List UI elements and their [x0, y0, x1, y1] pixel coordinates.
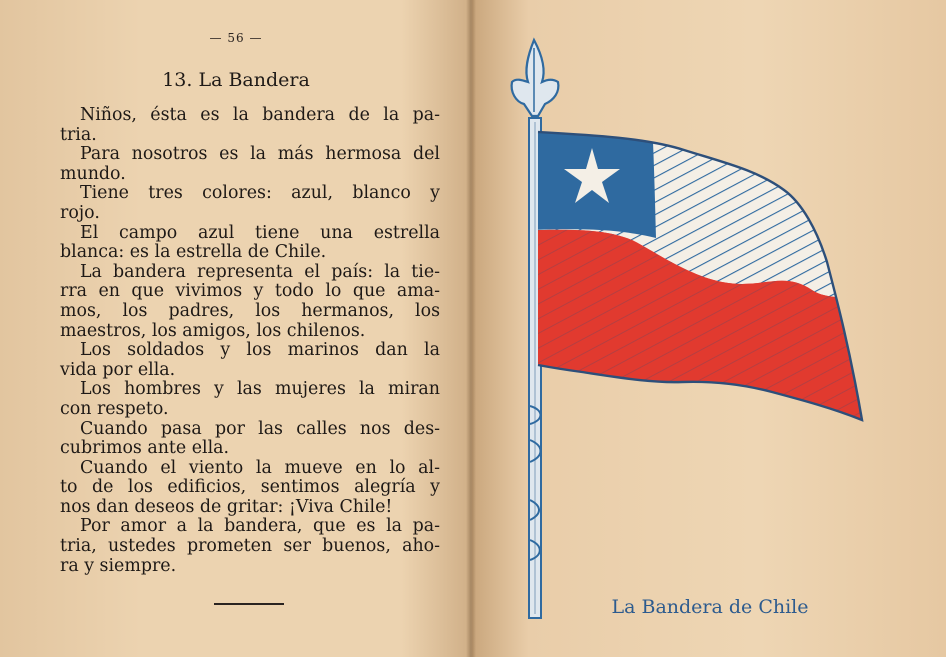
text-line: vida por ella. [60, 359, 176, 380]
text-line: blanca: es la estrella de Chile. [60, 242, 327, 263]
text-line: Para nosotros es la más hermosa del [80, 144, 440, 165]
text-line: to de los edificios, sentimos alegría y [60, 477, 440, 498]
text-line: El campo azul tiene una estrella [80, 222, 440, 243]
text-line: rra en que vivimos y todo lo que ama- [60, 281, 440, 302]
text-line: Niños, ésta es la bandera de la pa- [80, 105, 440, 125]
page-number: — 56 — [209, 31, 263, 45]
text-line: Los hombres y las mujeres la miran [80, 379, 440, 400]
left-page [0, 0, 472, 657]
text-line: Cuando pasa por las calles nos des- [80, 418, 440, 439]
text-line: Por amor a la bandera, que es la pa- [80, 516, 440, 537]
flag-caption: La Bandera de Chile [611, 596, 809, 618]
text-line: tria, ustedes prometen ser buenos, aho- [60, 536, 440, 557]
text-line: cubrimos ante ella. [60, 438, 230, 459]
text-line: rojo. [60, 202, 100, 223]
text-line: Cuando el viento la mueve en lo al- [80, 457, 440, 478]
text-line: nos dan deseos de gritar: ¡Viva Chile! [60, 496, 393, 517]
text-line: con respeto. [60, 398, 169, 419]
end-rule [214, 603, 284, 605]
chapter-body [60, 106, 440, 576]
text-line: mos, los padres, los hermanos, los [60, 300, 440, 321]
text-line: ra y siempre. [60, 555, 177, 576]
text-line: tria. [60, 124, 97, 145]
text-line: Los soldados y los marinos dan la [80, 340, 440, 361]
flag-cloth [532, 120, 872, 440]
text-line: mundo. [60, 163, 126, 184]
text-line: La bandera representa el país: la tie- [80, 261, 440, 282]
chapter-title: 13. La Bandera [162, 69, 310, 91]
text-line: maestros, los amigos, los chilenos. [60, 320, 366, 341]
chile-flag-illustration [472, 0, 946, 657]
text-line: Tiene tres colores: azul, blanco y [80, 183, 440, 204]
